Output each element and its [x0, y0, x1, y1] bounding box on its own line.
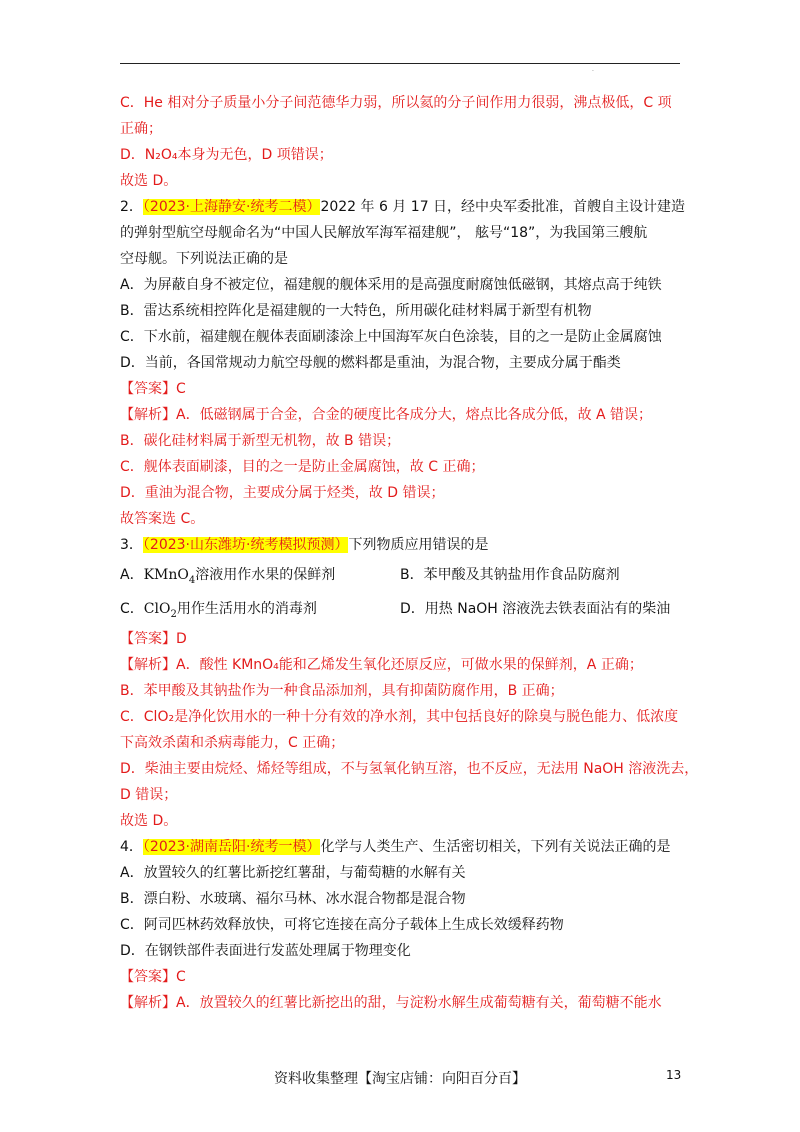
q2-stem-text1: 2022 年 6 月 17 日，经中央军委批准，首艘自主设计建造	[320, 199, 686, 215]
q4-option-c: C．阿司匹林药效释放快，可将它连接在高分子载体上生成长效缓释药物	[120, 917, 564, 933]
q4-number: 4．	[120, 839, 143, 855]
page-number: 13	[666, 1068, 682, 1082]
q3-explanation-a: 【解析】A．酸性 KMnO₄能和乙烯发生氧化还原反应，可做水果的保鲜剂，A 正确；	[120, 657, 643, 673]
q3-options-row2	[120, 592, 680, 626]
q2-option-c: C．下水前，福建舰在舰体表面刷漆涂上中国海军灰白色涂装，目的之一是防止金属腐蚀	[120, 329, 662, 345]
q3-option-d: D．用热 NaOH 溶液洗去铁表面沾有的柴油	[400, 601, 671, 617]
q3-option-b: B．苯甲酸及其钠盐用作食品防腐剂	[400, 567, 620, 583]
q3-option-c-formula	[143, 601, 177, 620]
q2-stem-line3: 空母舰。下列说法正确的是	[120, 251, 288, 267]
q2-explanation-a: 【解析】A．低磁钢属于合金，合金的硬度比各成分大，熔点比各成分低，故 A 错误；	[120, 407, 653, 423]
q2-explanation-b: B．碳化硅材料属于新型无机物，故 B 错误；	[120, 433, 401, 449]
q3-number: 3．	[120, 537, 143, 553]
q3-option-a-formula	[143, 567, 196, 586]
q3-stem	[120, 532, 680, 558]
q4-stem	[120, 834, 680, 860]
q3-option-c-text: 用作生活用水的消毒剂	[176, 601, 317, 617]
q3-source: （2023·山东潍坊·统考模拟预测）	[142, 537, 349, 553]
page-footer: 资料收集整理【淘宝店铺：向阳百分百】	[274, 1071, 526, 1087]
prev-option-d: D．N₂O₄本身为无色，D 项错误；	[120, 147, 333, 163]
clo2-formula: ClO	[143, 601, 171, 617]
clo2-subscript: 2	[170, 608, 177, 620]
q4-option-b: B．漂白粉、水玻璃、福尔马林、冰水混合物都是混合物	[120, 891, 466, 907]
document-body	[120, 90, 699, 1016]
prev-conclusion: 故选 D。	[120, 173, 178, 189]
q2-option-d: D．当前，各国常规动力航空母舰的燃料都是重油，为混合物，主要成分属于酯类	[120, 355, 621, 371]
q3-explanation-b: B．苯甲酸及其钠盐作为一种食品添加剂，具有抑菌防腐作用，B 正确；	[120, 683, 564, 699]
q3-stem-text: 下列物质应用错误的是	[348, 537, 489, 553]
q2-conclusion: 故答案选 C。	[120, 511, 205, 527]
q2-option-a: A．为屏蔽自身不被定位，福建舰的舰体采用的是高强度耐腐蚀低磁钢，其熔点高于纯铁	[120, 277, 662, 293]
q3-explanation-c1: C．ClO₂是净化饮用水的一种十分有效的净水剂，其中包括良好的除臭与脱色能力、低浓度	[120, 709, 679, 725]
q4-option-d: D．在钢铁部件表面进行发蓝处理属于物理变化	[120, 943, 411, 959]
q3-conclusion: 故选 D。	[120, 813, 178, 829]
q4-explanation-a: 【解析】A．放置较久的红薯比新挖出的甜，与淀粉水解生成葡萄糖有关，葡萄糖不能水	[120, 995, 662, 1011]
q2-option-b: B．雷达系统相控阵化是福建舰的一大特色，所用碳化硅材料属于新型有机物	[120, 303, 592, 319]
q4-option-a: A．放置较久的红薯比新挖红薯甜，与葡萄糖的水解有关	[120, 865, 466, 881]
header-rule	[120, 63, 680, 64]
prev-option-c-line2: 正确；	[120, 121, 162, 137]
q3-explanation-c2: 下高效杀菌和杀病毒能力，C 正确；	[120, 735, 345, 751]
q2-source: （2023·上海静安·统考二模）	[142, 199, 321, 215]
q2-answer: 【答案】C	[120, 381, 186, 397]
q3-option-a-prefix: A．	[120, 567, 144, 583]
q2-explanation-c: C．舰体表面刷漆，目的之一是防止金属腐蚀，故 C 正确；	[120, 459, 485, 475]
q3-explanation-d1: D．柴油主要由烷烃、烯烃等组成，不与氢氧化钠互溶，也不反应，无法用 NaOH 溶液洗去，	[120, 761, 699, 777]
q2-stem-line1	[120, 194, 686, 220]
header-dot: .	[592, 66, 594, 73]
q2-number: 2．	[120, 199, 143, 215]
q3-option-a	[120, 558, 400, 592]
q3-options-row1	[120, 558, 680, 592]
q4-stem-text: 化学与人类生产、生活密切相关，下列有关说法正确的是	[320, 839, 671, 855]
prev-option-c-line1: C．He 相对分子质量小分子间范德华力弱，所以氦的分子间作用力很弱，沸点极低，C 项	[120, 95, 672, 111]
q3-option-c-prefix: C．	[120, 601, 144, 617]
q4-answer: 【答案】C	[120, 969, 186, 985]
q3-option-c	[120, 592, 400, 626]
q3-answer: 【答案】D	[120, 631, 187, 647]
q2-stem-line2: 的弹射型航空母舰命名为“中国人民解放军海军福建舰”， 舷号“18”，为我国第三艘航	[120, 225, 648, 241]
q3-explanation-d2: D 错误；	[120, 787, 178, 803]
q4-source: （2023·湖南岳阳·统考一模）	[142, 839, 321, 855]
kmno4-subscript: 4	[188, 574, 196, 586]
q3-option-a-text: 溶液用作水果的保鲜剂	[195, 567, 336, 583]
kmno4-formula: KMnO	[143, 567, 189, 583]
q2-explanation-d: D．重油为混合物，主要成分属于烃类，故 D 错误；	[120, 485, 445, 501]
